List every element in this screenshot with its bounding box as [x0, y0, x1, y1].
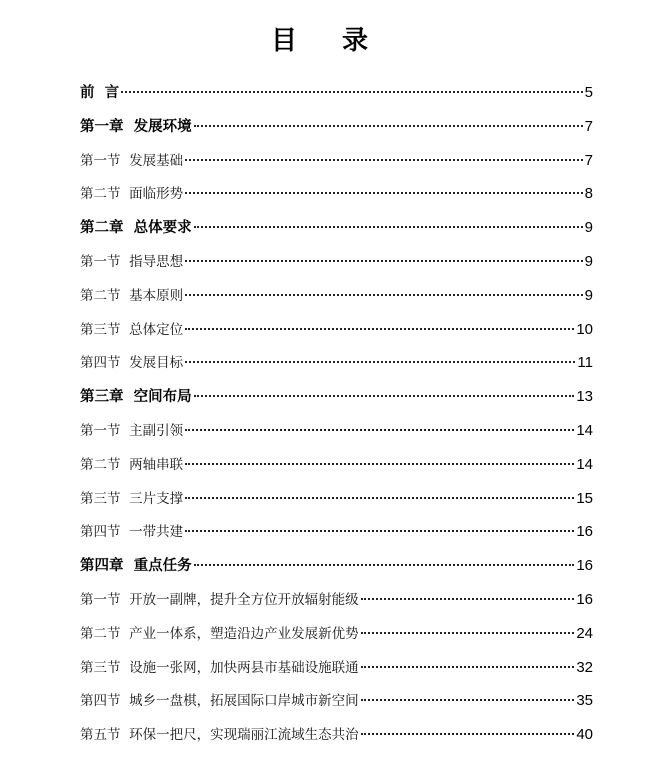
toc-entry[interactable] — [80, 82, 593, 116]
dot-leader — [185, 361, 575, 363]
toc-entry-page: 8 — [584, 185, 593, 203]
dot-leader — [361, 598, 575, 600]
toc-entry-page: 14 — [576, 455, 593, 473]
toc-entry-page: 14 — [576, 421, 593, 439]
toc-entry-page: 24 — [576, 624, 593, 642]
toc-entry-label: 前 言 — [80, 85, 120, 101]
dot-leader — [185, 294, 583, 296]
toc-entry-page: 35 — [576, 692, 593, 710]
toc-entry-label: 第一节 开放一副牌，提升全方位开放辐射能级 — [80, 591, 359, 608]
dot-leader — [185, 530, 574, 532]
toc-entry-label: 第四章 重点任务 — [80, 558, 192, 575]
toc-entry[interactable] — [80, 285, 593, 319]
toc-entry-page: 13 — [576, 388, 593, 406]
toc-entry[interactable] — [80, 623, 593, 657]
toc-entry-label: 第一节 主副引领 — [80, 422, 184, 439]
toc-entry-page: 7 — [584, 151, 593, 169]
dot-leader — [121, 91, 583, 93]
dot-leader — [361, 733, 575, 735]
toc-entry[interactable] — [80, 352, 593, 386]
toc-entry-page: 5 — [584, 84, 593, 101]
toc-entry-label: 第一章 发展环境 — [80, 118, 192, 135]
toc-entry[interactable] — [80, 488, 593, 522]
toc-entry-label: 第二章 总体要求 — [80, 220, 192, 237]
dot-leader — [185, 497, 574, 499]
dot-leader — [194, 226, 583, 228]
toc-entry-label: 第三节 总体定位 — [80, 321, 184, 338]
page-title: 目 录 — [270, 26, 387, 56]
toc-entry-label: 第一节 指导思想 — [80, 253, 184, 270]
toc-entry[interactable] — [80, 657, 593, 691]
toc-entry-label: 第四节 发展目标 — [80, 355, 184, 372]
toc-entry[interactable] — [80, 217, 593, 251]
toc-entry[interactable] — [80, 116, 593, 150]
toc-entry[interactable] — [80, 589, 593, 623]
dot-leader — [361, 699, 575, 701]
dot-leader — [194, 564, 575, 566]
toc-entry-page: 16 — [576, 557, 593, 575]
toc-entry[interactable] — [80, 319, 593, 353]
dot-leader — [194, 395, 575, 397]
toc-entry[interactable] — [80, 420, 593, 454]
toc-entry[interactable] — [80, 150, 593, 184]
toc-entry[interactable] — [80, 454, 593, 488]
toc-entry-label: 第二节 产业一体系，塑造沿边产业发展新优势 — [80, 625, 359, 642]
toc-entry[interactable] — [80, 386, 593, 420]
toc-entry[interactable] — [80, 251, 593, 285]
toc-entry-label: 第一节 发展基础 — [80, 152, 184, 169]
dot-leader — [194, 125, 583, 127]
toc-entry-page: 9 — [584, 252, 593, 270]
toc-entry-page: 40 — [576, 726, 593, 744]
toc-entry-label: 第二节 面临形势 — [80, 186, 184, 203]
toc-entry[interactable] — [80, 724, 593, 758]
dot-leader — [185, 159, 583, 161]
toc-entry-page: 9 — [584, 219, 593, 237]
toc-entry-label: 第五节 环保一把尺，实现瑞丽江流域生态共治 — [80, 727, 359, 744]
toc-entry-page: 10 — [576, 320, 593, 338]
toc-entry-label: 第四节 一带共建 — [80, 524, 184, 541]
dot-leader — [185, 192, 583, 194]
toc-entry-page: 15 — [576, 489, 593, 507]
toc-entry-label: 第四节 城乡一盘棋，拓展国际口岸城市新空间 — [80, 693, 359, 710]
toc-entry-page: 32 — [576, 658, 593, 676]
toc-entry[interactable] — [80, 555, 593, 589]
dot-leader — [361, 666, 575, 668]
toc-entry-label: 第三节 三片支撑 — [80, 490, 184, 507]
dot-leader — [185, 463, 574, 465]
toc-entry-page: 16 — [576, 523, 593, 541]
toc-entry-label: 第三节 设施一张网，加快两县市基础设施联通 — [80, 659, 359, 676]
dot-leader — [185, 328, 574, 330]
table-of-contents — [80, 82, 593, 758]
toc-entry-page: 7 — [584, 117, 593, 135]
dot-leader — [185, 260, 583, 262]
toc-entry[interactable] — [80, 183, 593, 217]
toc-entry-page: 16 — [576, 590, 593, 608]
toc-entry[interactable] — [80, 521, 593, 555]
toc-entry-page: 11 — [577, 354, 593, 372]
toc-entry-label: 第三章 空间布局 — [80, 389, 192, 406]
toc-entry-page: 9 — [584, 286, 593, 304]
toc-entry[interactable] — [80, 690, 593, 724]
dot-leader — [185, 429, 574, 431]
toc-entry-label: 第二节 两轴串联 — [80, 456, 184, 473]
toc-entry-label: 第二节 基本原则 — [80, 287, 184, 304]
dot-leader — [361, 632, 575, 634]
